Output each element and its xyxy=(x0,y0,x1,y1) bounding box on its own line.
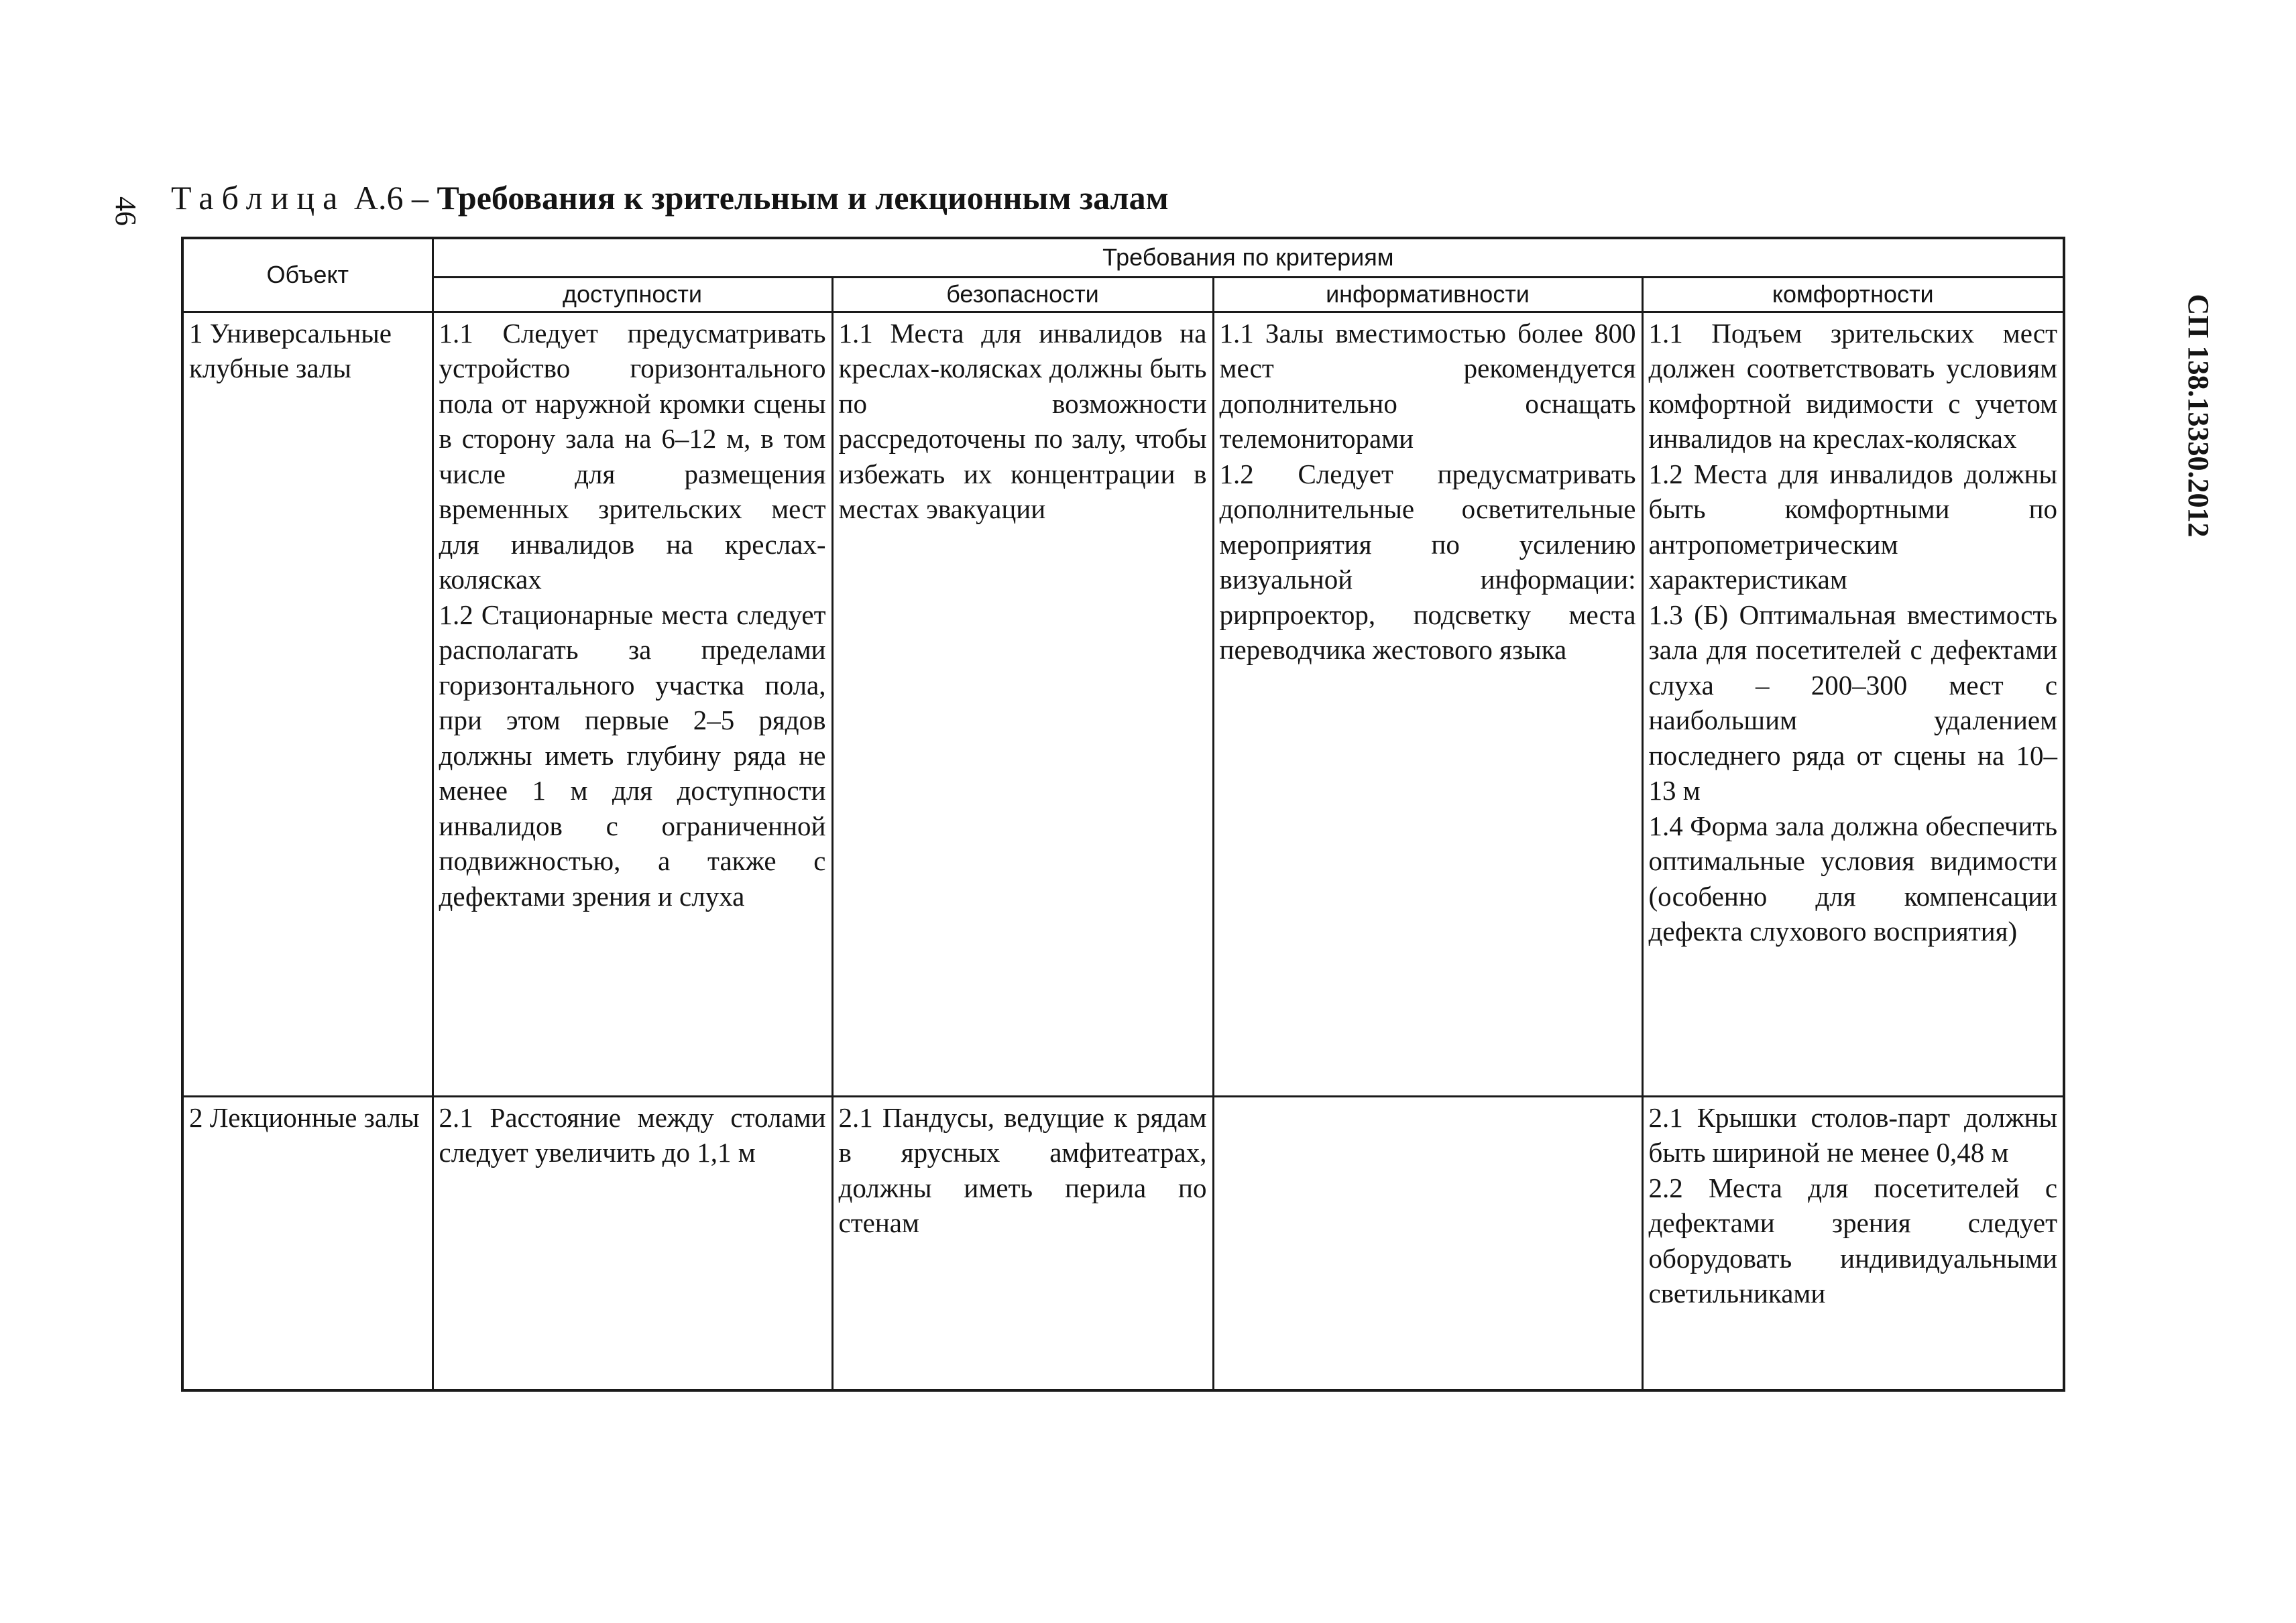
requirement-item: 1.2 Следует предусматривать дополнительные осветительные мероприятия по усилению визуальной информации: рирпроектор, подсветку места переводчика жестового языка xyxy=(1219,458,1636,665)
requirement-item: 1.2 Стационарные места следует располагать за пределами горизонтального участка пола, при этом первые 2–5 рядов должны иметь глубину ряда не менее 1 м для доступности инвалидов с ограниченной подвижностью, а также с дефектами зрения и слуха xyxy=(439,599,826,912)
page-number: 46 xyxy=(109,196,142,226)
requirement-item: 1.1 Подъем зрительских мест должен соответствовать условиям комфортной видимости с учетом инвалидов на креслах-колясках xyxy=(1648,317,2058,454)
requirement-item: 1.4 Форма зала должна обеспечить оптимальные условия видимости (особенно для компенсации дефекта слухового восприятия) xyxy=(1648,810,2058,947)
requirements-table xyxy=(181,237,2065,1392)
requirement-item: 2.1 Расстояние между столами следует увеличить до 1,1 м xyxy=(439,1101,826,1168)
header-object: Объект xyxy=(182,238,433,312)
header-comfort: комфортности xyxy=(1642,277,2064,312)
cell-safety xyxy=(832,1096,1213,1390)
cell-informativeness xyxy=(1213,1096,1642,1390)
table-title-text: Требования к зрительным и лекционным залам xyxy=(437,179,1169,217)
document-code: СП 138.13330.2012 xyxy=(2182,294,2215,538)
header-accessibility: доступности xyxy=(433,277,832,312)
table-title xyxy=(171,176,1169,219)
requirement-item: 1.2 Места для инвалидов должны быть комфортными по антропометрическим характеристикам xyxy=(1648,458,2058,595)
row-object: 1 Универсальные клубные залы xyxy=(182,312,433,1096)
cell-comfort xyxy=(1642,1096,2064,1390)
row-object: 2 Лекционные залы xyxy=(182,1096,433,1390)
requirement-item: 1.1 Следует предусматривать устройство горизонтального пола от наружной кромки сцены в сторону зала на 6–12 м, в том числе для размещения временных зрительских мест для инвалидов на креслах-колясках xyxy=(439,317,826,595)
requirement-item: 1.3 (Б) Оптимальная вместимость зала для посетителей с дефектами слуха – 200–300 мест с наибольшим удалением последнего ряда от сцены на 10–13 м xyxy=(1648,599,2058,806)
requirement-item: 2.1 Пандусы, ведущие к рядам в ярусных амфитеатрах, должны иметь перила по стенам xyxy=(838,1101,1207,1238)
table-title-prefix: Таблица xyxy=(171,179,346,217)
requirement-item: 2.1 Крышки столов-парт должны быть шириной не менее 0,48 м xyxy=(1648,1101,2058,1168)
table-row xyxy=(182,1096,2064,1390)
header-criteria-group: Требования по критериям xyxy=(433,238,2064,277)
cell-informativeness xyxy=(1213,312,1642,1096)
requirement-item: 1.1 Залы вместимостью более 800 мест рекомендуется дополнительно оснащать телемониторами xyxy=(1219,317,1636,454)
table-row xyxy=(182,312,2064,1096)
requirement-item: 2.2 Места для посетителей с дефектами зрения следует оборудовать индивидуальными светильниками xyxy=(1648,1172,2058,1309)
requirement-item: 1.1 Места для инвалидов на креслах-колясках должны быть по возможности рассредоточены по залу, чтобы избежать их концентрации в местах эвакуации xyxy=(838,317,1207,524)
cell-accessibility xyxy=(433,1096,832,1390)
cell-safety xyxy=(832,312,1213,1096)
table-title-number: А.6 – xyxy=(345,179,437,217)
header-safety: безопасности xyxy=(832,277,1213,312)
header-informativeness: информативности xyxy=(1213,277,1642,312)
cell-comfort xyxy=(1642,312,2064,1096)
cell-accessibility xyxy=(433,312,832,1096)
